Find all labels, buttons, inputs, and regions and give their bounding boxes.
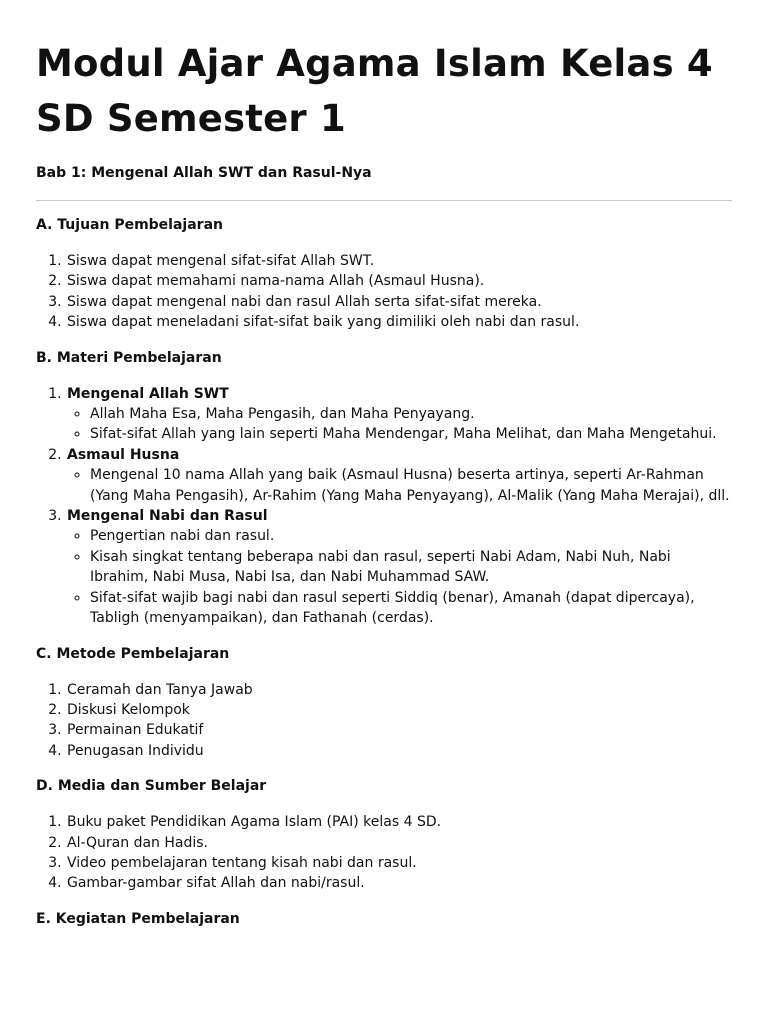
topic-points [67,465,732,506]
tujuan-list [36,251,732,333]
divider [36,200,732,201]
topic-title: Mengenal Allah SWT [67,385,229,402]
list-item: 1. Buku paket Pendidikan Agama Islam (PAI) kelas 4 SD. [66,812,732,832]
list-item: ◦ Allah Maha Esa, Maha Pengasih, dan Maha Penyayang. [90,404,732,424]
list-item: 2. Diskusi Kelompok [66,700,732,720]
topic-title: Asmaul Husna [67,446,180,463]
list-item: 1. Ceramah dan Tanya Jawab [66,680,732,700]
list-item: ◦ Sifat-sifat wajib bagi nabi dan rasul seperti Siddiq (benar), Amanah (dapat dipercaya), Tabligh (menyampaikan), dan Fathanah (cerdas). [90,588,732,629]
materi-topic [66,506,732,628]
list-item: 3. Permainan Edukatif [66,720,732,740]
list-item: ◦ Pengertian nabi dan rasul. [90,526,732,546]
list-item: ◦ Kisah singkat tentang beberapa nabi dan rasul, seperti Nabi Adam, Nabi Nuh, Nabi Ibrahim, Nabi Musa, Nabi Isa, dan Nabi Muhammad SAW. [90,547,732,588]
section-heading-materi: B. Materi Pembelajaran [36,349,222,366]
list-item: 3. Siswa dapat mengenal nabi dan rasul Allah serta sifat-sifat mereka. [66,292,732,312]
materi-topic [66,445,732,506]
materi-list [36,384,732,629]
list-item: 3. Video pembelajaran tentang kisah nabi dan rasul. [66,853,732,873]
list-item: 4. Penugasan Individu [66,741,732,761]
chapter-subtitle: Bab 1: Mengenal Allah SWT dan Rasul-Nya [36,165,372,181]
list-item: ◦ Sifat-sifat Allah yang lain seperti Maha Mendengar, Maha Melihat, dan Maha Mengetahui. [90,424,732,444]
list-item: 4. Gambar-gambar sifat Allah dan nabi/rasul. [66,873,732,893]
list-item: 1. Siswa dapat mengenal sifat-sifat Allah SWT. [66,251,732,271]
list-item: 2. Siswa dapat memahami nama-nama Allah (Asmaul Husna). [66,271,732,291]
topic-title: Mengenal Nabi dan Rasul [67,508,268,525]
topic-points [67,526,732,628]
list-item: 4. Siswa dapat meneladani sifat-sifat baik yang dimiliki oleh nabi dan rasul. [66,312,732,332]
section-heading-tujuan: A. Tujuan Pembelajaran [36,217,223,233]
metode-list [36,680,732,762]
section-heading-media: D. Media dan Sumber Belajar [36,778,267,795]
materi-topic [66,384,732,445]
topic-points [67,404,732,445]
list-item: 2. Al-Quran dan Hadis. [66,833,732,853]
list-item: ◦ Mengenal 10 nama Allah yang baik (Asmaul Husna) beserta artinya, seperti Ar-Rahman (Yang Maha Pengasih), Ar-Rahim (Yang Maha Penyayang), Al-Malik (Yang Maha Merajai), dll. [90,465,732,506]
media-list [36,812,732,894]
section-heading-kegiatan: E. Kegiatan Pembelajaran [36,910,240,927]
section-heading-metode: C. Metode Pembelajaran [36,645,230,662]
page-title: Modul Ajar Agama Islam Kelas 4 SD Semester 1 [36,42,713,140]
